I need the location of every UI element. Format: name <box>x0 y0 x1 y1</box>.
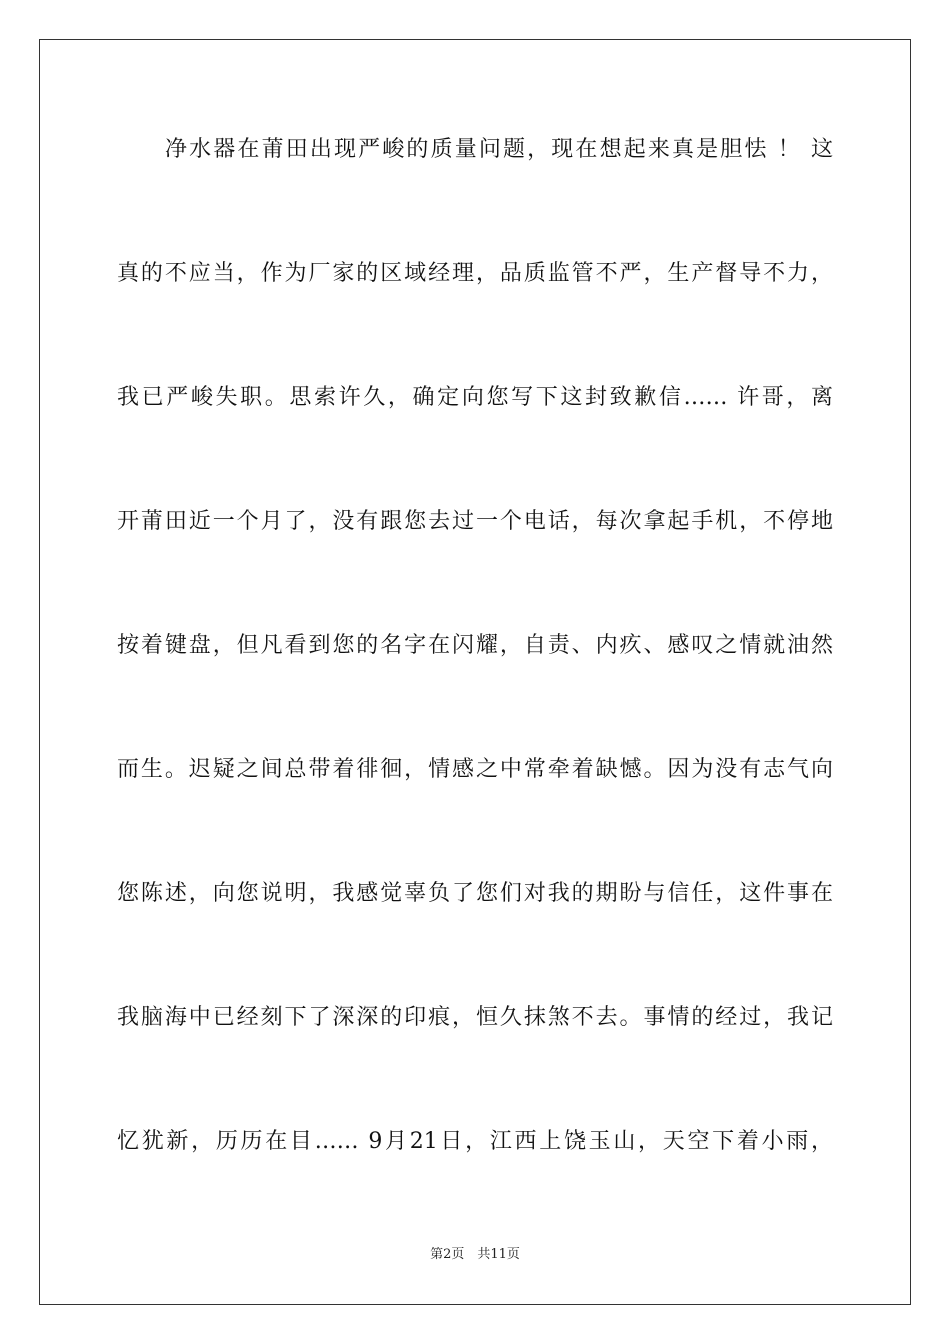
text-line: 忆犹新，历历在目…… 9月21日，江西上饶玉山，天空下着小雨， <box>117 1129 833 1154</box>
text-line: 净水器在莆田出现严峻的质量问题，现在想起来真是胆怯 ！ 这 <box>165 137 833 162</box>
page-number: 第2页 共11页 <box>430 1247 520 1262</box>
text-line: 真的不应当，作为厂家的区域经理，品质监管不严，生产督导不力， <box>117 261 833 286</box>
text-line: 我脑海中已经刻下了深深的印痕，恒久抹煞不去。事情的经过，我记 <box>117 1005 833 1030</box>
page-border <box>39 39 911 1305</box>
text-line: 而生。迟疑之间总带着徘徊，情感之中常牵着缺憾。因为没有志气向 <box>117 757 833 782</box>
text-line: 开莆田近一个月了，没有跟您去过一个电话，每次拿起手机，不停地 <box>117 509 833 534</box>
text-line: 您陈述，向您说明，我感觉辜负了您们对我的期盼与信任，这件事在 <box>117 881 833 906</box>
text-line: 我已严峻失职。思索许久，确定向您写下这封致歉信…… 许哥，离 <box>117 385 833 410</box>
text-line: 按着键盘，但凡看到您的名字在闪耀，自责、内疚、感叹之情就油然 <box>117 633 833 658</box>
